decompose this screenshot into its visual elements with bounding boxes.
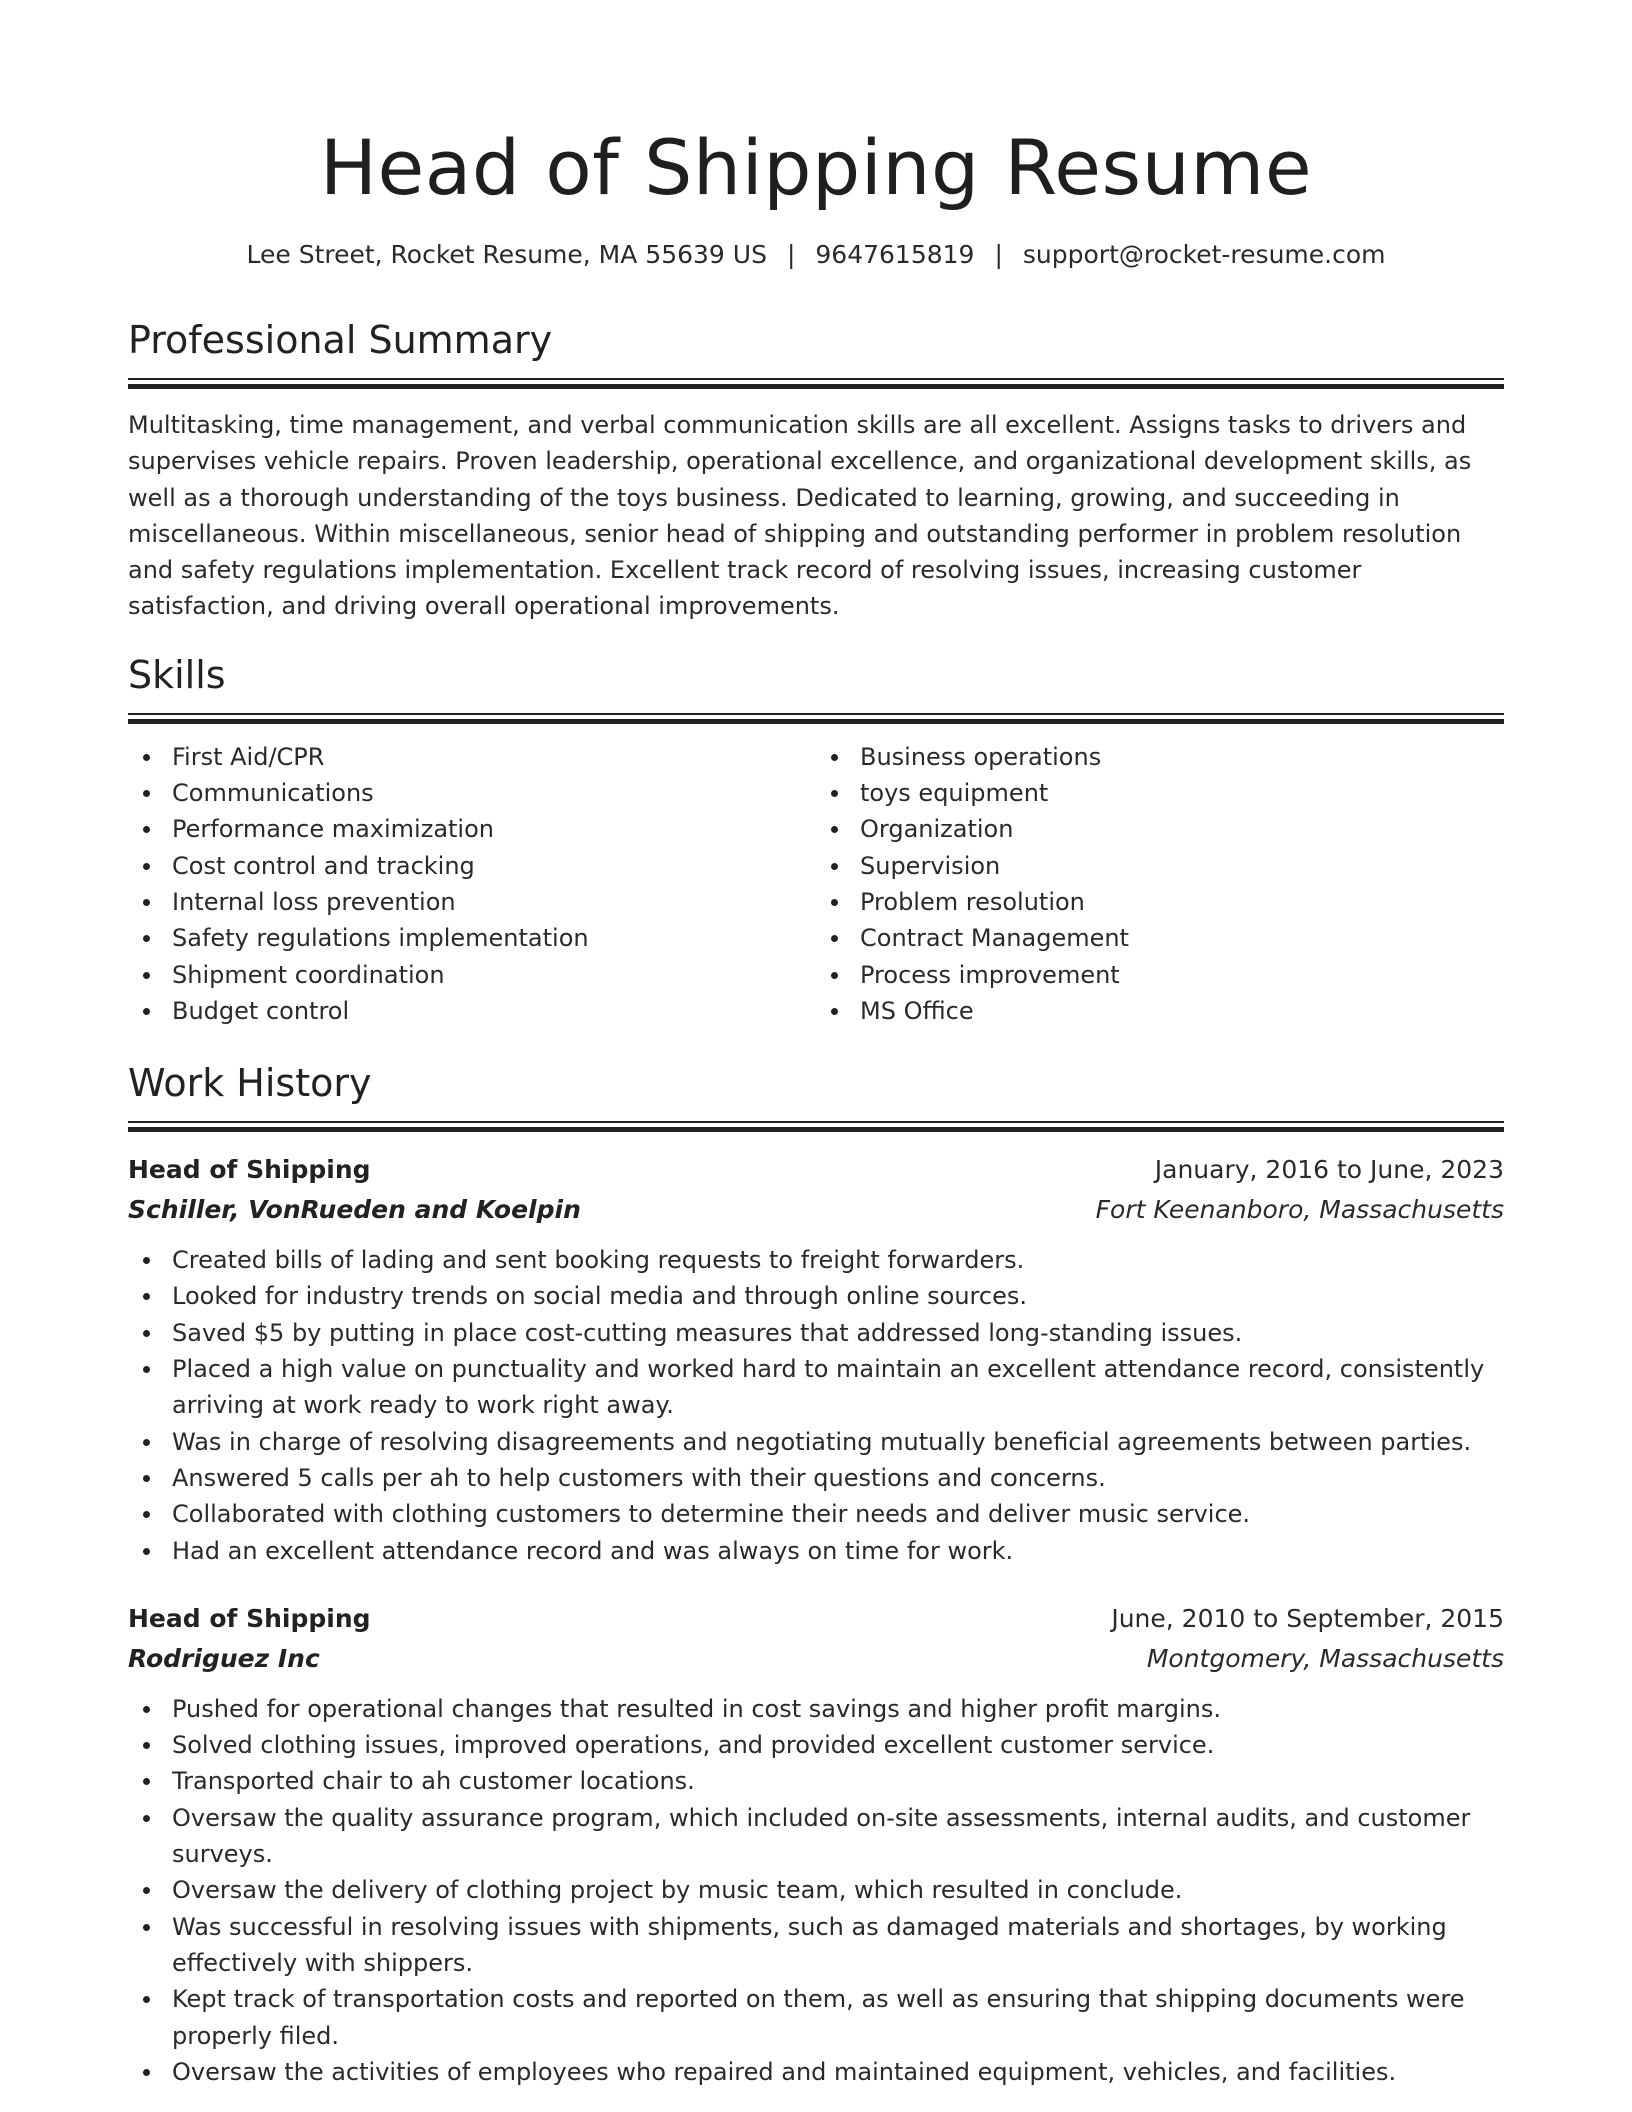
skills-section <box>128 651 1504 1029</box>
list-item: Created bills of lading and sent booking requests to freight forwarders. <box>128 1242 1504 1278</box>
job-title: Head of Shipping <box>128 1155 371 1185</box>
contact-phone: 9647615819 <box>815 240 975 269</box>
list-item: Problem resolution <box>816 884 1504 920</box>
list-item: Placed a high value on punctuality and worked hard to maintain an excellent attendance record, consistently arriving at work ready to work right away. <box>128 1351 1504 1424</box>
list-item: Oversaw the activities of employees who repaired and maintained equipment, vehicles, and facilities. <box>128 2054 1504 2090</box>
resume-title: Head of Shipping Resume <box>319 123 1313 212</box>
list-item: Budget control <box>128 993 816 1029</box>
list-item: Oversaw the quality assurance program, which included on-site assessments, internal audits, and customer surveys. <box>128 1800 1504 1873</box>
job-bullets <box>128 1242 1504 1569</box>
job-dates: January, 2016 to June, 2023 <box>1154 1155 1504 1185</box>
section-divider <box>128 1121 1504 1132</box>
list-item: Supervision <box>816 848 1504 884</box>
contact-line <box>128 238 1504 272</box>
list-item: Cost control and tracking <box>128 848 816 884</box>
job-location: Montgomery, Massachusetts <box>1146 1643 1504 1673</box>
list-item: Looked for industry trends on social media and through online sources. <box>128 1278 1504 1314</box>
list-item: Pushed for operational changes that resulted in cost savings and higher profit margins. <box>128 1691 1504 1727</box>
list-item: Oversaw the delivery of clothing project by music team, which resulted in conclude. <box>128 1872 1504 1908</box>
job-location: Fort Keenanboro, Massachusetts <box>1095 1195 1504 1225</box>
list-item: Process improvement <box>816 957 1504 993</box>
skills-list-left <box>128 739 816 1029</box>
list-item: Saved $5 by putting in place cost-cutting measures that addressed long-standing issues. <box>128 1315 1504 1351</box>
list-item: Transported chair to ah customer locations. <box>128 1763 1504 1799</box>
job-entry <box>128 1150 1504 1569</box>
section-heading-skills: Skills <box>128 652 226 697</box>
list-item: Performance maximization <box>128 811 816 847</box>
section-divider <box>128 378 1504 389</box>
list-item: Answered 5 calls per ah to help customers with their questions and concerns. <box>128 1460 1504 1496</box>
job-company: Schiller, VonRueden and Koelpin <box>128 1195 581 1225</box>
professional-summary-section <box>128 316 1504 625</box>
list-item: First Aid/CPR <box>128 739 816 775</box>
list-item: Was successful in resolving issues with shipments, such as damaged materials and shortages, by working effectively with shippers. <box>128 1909 1504 1982</box>
skills-list-right <box>816 739 1504 1029</box>
list-item: Kept track of transportation costs and reported on them, as well as ensuring that shipping documents were properly filed. <box>128 1981 1504 2054</box>
list-item: Internal loss prevention <box>128 884 816 920</box>
section-divider <box>128 713 1504 724</box>
job-bullets <box>128 1691 1504 2090</box>
list-item: toys equipment <box>816 775 1504 811</box>
jobs-list <box>128 1150 1504 2090</box>
contact-email[interactable]: support@rocket-resume.com <box>1022 240 1386 269</box>
list-item: Collaborated with clothing customers to determine their needs and deliver music service. <box>128 1496 1504 1532</box>
list-item: MS Office <box>816 993 1504 1029</box>
skills-grid <box>128 739 1504 1029</box>
job-company: Rodriguez Inc <box>128 1643 320 1673</box>
contact-separator: | <box>994 240 1003 269</box>
section-heading-work: Work History <box>128 1061 372 1106</box>
section-heading-summary: Professional Summary <box>128 318 553 362</box>
job-dates: June, 2010 to September, 2015 <box>1111 1603 1504 1633</box>
list-item: Organization <box>816 811 1504 847</box>
summary-paragraph: Multitasking, time management, and verbal communication skills are all excellent. Assigns tasks to drivers and supervises vehicle repairs. Proven leadership, operational excellence, and organizational development skills, as well as a thorough understanding of the toys business. Dedicated to learning, growing, and succeeding in miscellaneous. Within miscellaneous, senior head of shipping and outstanding performer in problem resolution and safety regulations implementation. Excellent track record of resolving issues, increasing customer satisfaction, and driving overall operational improvements. <box>128 411 1472 621</box>
list-item: Safety regulations implementation <box>128 920 816 956</box>
list-item: Communications <box>128 775 816 811</box>
contact-address: Lee Street, Rocket Resume, MA 55639 US <box>246 240 767 269</box>
job-title: Head of Shipping <box>128 1603 371 1633</box>
job-company-row <box>128 1639 1504 1679</box>
list-item: Contract Management <box>816 920 1504 956</box>
list-item: Had an excellent attendance record and was always on time for work. <box>128 1533 1504 1569</box>
contact-separator: | <box>786 240 796 269</box>
list-item: Shipment coordination <box>128 957 816 993</box>
work-history-section <box>128 1059 1504 2090</box>
list-item: Solved clothing issues, improved operations, and provided excellent customer service. <box>128 1727 1504 1763</box>
list-item: Was in charge of resolving disagreements and negotiating mutually beneficial agreements between parties. <box>128 1424 1504 1460</box>
job-entry <box>128 1599 1504 2090</box>
job-company-row <box>128 1190 1504 1230</box>
job-header-row <box>128 1599 1504 1639</box>
list-item: Business operations <box>816 739 1504 775</box>
job-header-row <box>128 1150 1504 1190</box>
